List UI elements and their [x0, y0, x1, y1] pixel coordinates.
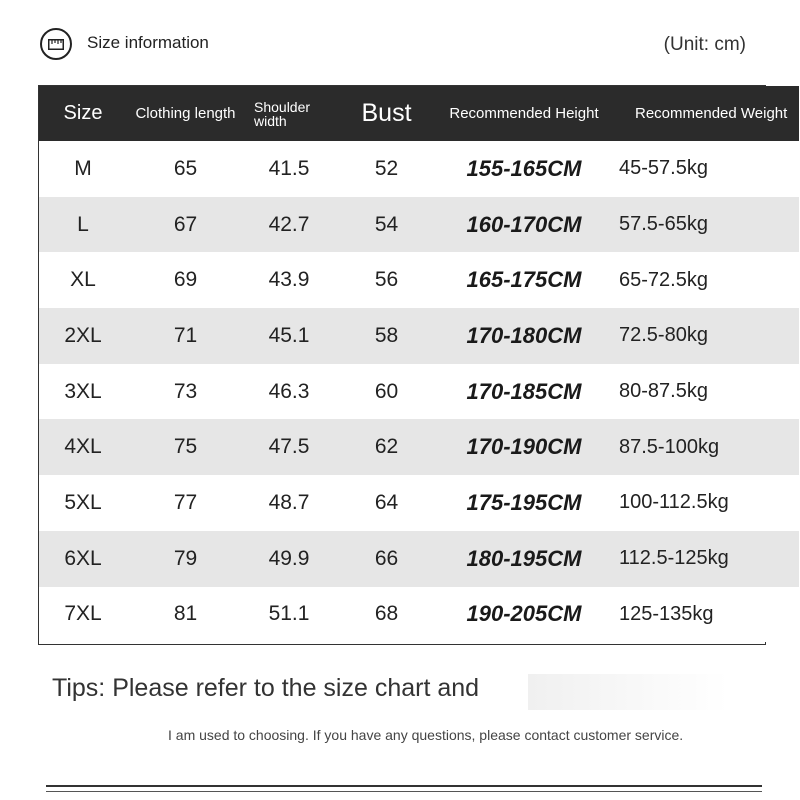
cell-shoulder: 51.1: [268, 602, 310, 626]
cell-length: 69: [173, 268, 198, 292]
cell-weight: 57.5-65kg: [619, 213, 708, 236]
cell-height: 165-175CM: [466, 267, 582, 293]
cell-weight: 125-135kg: [619, 602, 714, 625]
table-row: [39, 587, 799, 643]
cell-length: 79: [173, 546, 198, 570]
cell-length: 73: [173, 379, 198, 403]
customer-service-note: I am used to choosing. If you have any questions, please contact customer service.: [168, 727, 684, 743]
table-row: [39, 252, 799, 308]
cell-size: 7XL: [64, 602, 102, 626]
header-title: Size information: [87, 33, 209, 52]
cell-length: 71: [173, 323, 198, 347]
cell-length: 67: [173, 212, 198, 236]
cell-shoulder: 45.1: [268, 323, 310, 347]
cell-length: 75: [173, 435, 198, 459]
cell-weight: 65-72.5kg: [619, 268, 708, 291]
table-row: [39, 475, 799, 531]
table-row: [39, 364, 799, 420]
cell-weight: 87.5-100kg: [619, 435, 720, 458]
cell-weight: 72.5-80kg: [619, 324, 708, 347]
divider-line-thin: [46, 791, 762, 792]
cell-bust: 64: [374, 490, 399, 514]
cell-height: 170-190CM: [466, 434, 582, 460]
header-size: Size: [63, 102, 103, 124]
size-table-container: [38, 85, 788, 645]
header-clothing-length: Clothing length: [135, 105, 236, 122]
cell-size: 6XL: [64, 546, 102, 570]
cell-bust: 62: [374, 435, 399, 459]
cell-shoulder: 41.5: [268, 156, 310, 180]
unit-label: (Unit: cm): [663, 34, 746, 55]
cell-length: 77: [173, 490, 198, 514]
cell-weight: 112.5-125kg: [619, 547, 729, 570]
cell-length: 81: [173, 602, 198, 626]
cell-height: 190-205CM: [466, 601, 582, 627]
ruler-icon: [40, 28, 72, 60]
cell-shoulder: 42.7: [268, 212, 310, 236]
cell-bust: 66: [374, 546, 399, 570]
cell-shoulder: 43.9: [268, 268, 310, 292]
header-recommended-weight: Recommended Weight: [635, 105, 788, 122]
cell-height: 175-195CM: [466, 489, 582, 515]
cell-shoulder: 47.5: [268, 435, 310, 459]
cell-shoulder: 46.3: [268, 379, 310, 403]
cell-height: 170-185CM: [466, 378, 582, 404]
cell-height: 160-170CM: [466, 211, 582, 237]
cell-bust: 60: [374, 379, 399, 403]
table-row: [39, 141, 799, 197]
cell-size: L: [77, 212, 89, 236]
table-row: [39, 419, 799, 475]
cell-shoulder: 49.9: [268, 546, 310, 570]
header-shoulder-line2: width: [254, 112, 287, 129]
header-recommended-height: Recommended Height: [449, 105, 599, 122]
cell-size: XL: [70, 268, 96, 292]
cell-weight: 45-57.5kg: [619, 157, 708, 180]
tips-text: Tips: Please refer to the size chart and: [52, 674, 480, 702]
cell-weight: 80-87.5kg: [619, 380, 708, 403]
cell-height: 180-195CM: [466, 545, 582, 571]
cell-shoulder: 48.7: [268, 490, 310, 514]
cell-size: 2XL: [64, 323, 102, 347]
cell-size: 5XL: [64, 490, 102, 514]
divider-line: [46, 785, 762, 787]
cell-height: 170-180CM: [466, 322, 582, 348]
header-shoulder-width: [244, 86, 334, 141]
table-row: [39, 531, 799, 587]
cell-size: M: [74, 156, 92, 180]
size-table: [39, 86, 799, 642]
cell-bust: 54: [374, 212, 399, 236]
cell-size: 3XL: [64, 379, 102, 403]
tips-fade-overlay: [528, 674, 728, 710]
header-bust: Bust: [361, 99, 412, 127]
size-info-header: [40, 26, 760, 62]
table-row: [39, 308, 799, 364]
table-row: [39, 197, 799, 253]
cell-length: 65: [173, 156, 198, 180]
cell-bust: 56: [374, 268, 399, 292]
cell-bust: 58: [374, 323, 399, 347]
cell-weight: 100-112.5kg: [619, 491, 729, 514]
cell-bust: 52: [374, 156, 399, 180]
table-header-row: [39, 86, 799, 141]
cell-size: 4XL: [64, 435, 102, 459]
header-shoulder-line1: Shoulder: [254, 98, 311, 115]
cell-bust: 68: [374, 602, 399, 626]
cell-height: 155-165CM: [466, 155, 582, 181]
